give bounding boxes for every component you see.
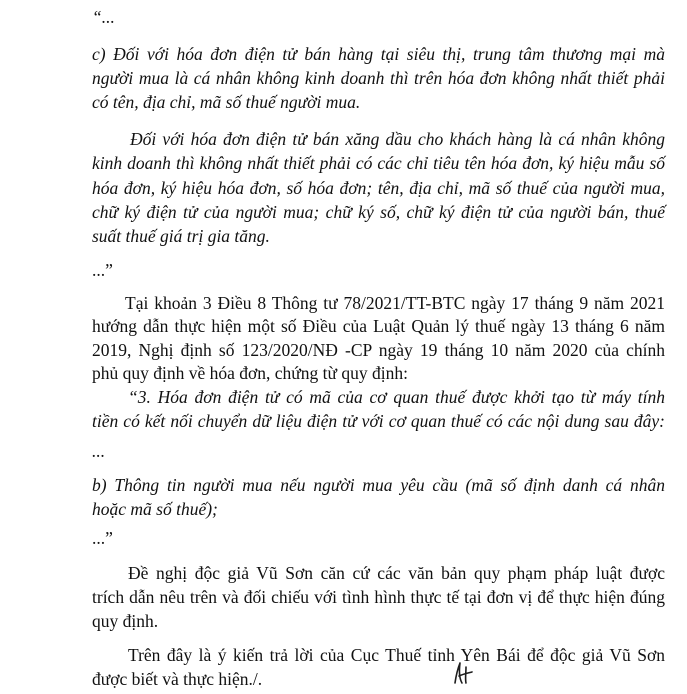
closing-quote-ellipsis: ...” <box>92 260 113 280</box>
text-line: c) Đối với hóa đơn điện tử bán hàng tại siêu thị, trung tâm thương mại mà <box>92 44 665 64</box>
text-line: hóa đơn, ký hiệu hóa đơn, số hóa đơn; tên, địa chỉ, mã số thuế của người mua, <box>92 178 665 198</box>
text-line: phủ quy định về hóa đơn, chứng từ quy định: <box>92 363 408 383</box>
text-line: quy định. <box>92 611 159 631</box>
text-line: b) Thông tin người mua nếu người mua yêu cầu (mã số định danh cá nhân <box>92 475 665 495</box>
text-line: trích dẫn nêu trên và đối chiếu với tình hình thực tế tại đơn vị để thực hiện đúng <box>92 587 665 607</box>
text-line: Đề nghị độc giả Vũ Sơn căn cứ các văn bản quy phạm pháp luật được <box>128 563 665 583</box>
ellipsis: ... <box>92 441 106 461</box>
opening-quote-ellipsis: “... <box>92 7 115 27</box>
text-line: chữ ký điện tử của người mua; chữ ký số, chữ ký điện tử của người bán, thuế <box>92 202 665 222</box>
text-line: hoặc mã số thuế); <box>92 499 218 519</box>
text-line: hướng dẫn thực hiện một số Điều của Luật Quản lý thuế ngày 13 tháng 6 năm <box>92 316 665 336</box>
closing-quote-ellipsis: ...” <box>92 528 113 548</box>
text-line: Đối với hóa đơn điện tử bán xăng dầu cho khách hàng là cá nhân không <box>130 129 665 149</box>
text-line: 2019, Nghị định số 123/2020/NĐ -CP ngày 19 tháng 10 năm 2020 của chính <box>92 340 665 360</box>
text-line: được biết và thực hiện./. <box>92 669 263 689</box>
text-line: người mua là cá nhân không kinh doanh thì trên hóa đơn không nhất thiết phải <box>92 68 665 88</box>
text-line: “3. Hóa đơn điện tử có mã của cơ quan thuế được khởi tạo từ máy tính <box>128 387 665 407</box>
text-line: có tên, địa chỉ, mã số thuế người mua. <box>92 92 361 112</box>
text-line: Trên đây là ý kiến trả lời của Cục Thuế tỉnh Yên Bái để độc giả Vũ Sơn <box>128 645 665 665</box>
signature-mark-icon <box>451 661 473 685</box>
text-line: suất thuế giá trị gia tăng. <box>92 226 270 246</box>
text-line: tiền có kết nối chuyển dữ liệu điện tử với cơ quan thuế có các nội dung sau đây: <box>92 411 665 431</box>
text-line: Tại khoản 3 Điều 8 Thông tư 78/2021/TT-BTC ngày 17 tháng 9 năm 2021 <box>125 293 665 313</box>
text-line: kinh doanh thì không nhất thiết phải có các chỉ tiêu tên hóa đơn, ký hiệu mẫu số <box>92 153 665 173</box>
